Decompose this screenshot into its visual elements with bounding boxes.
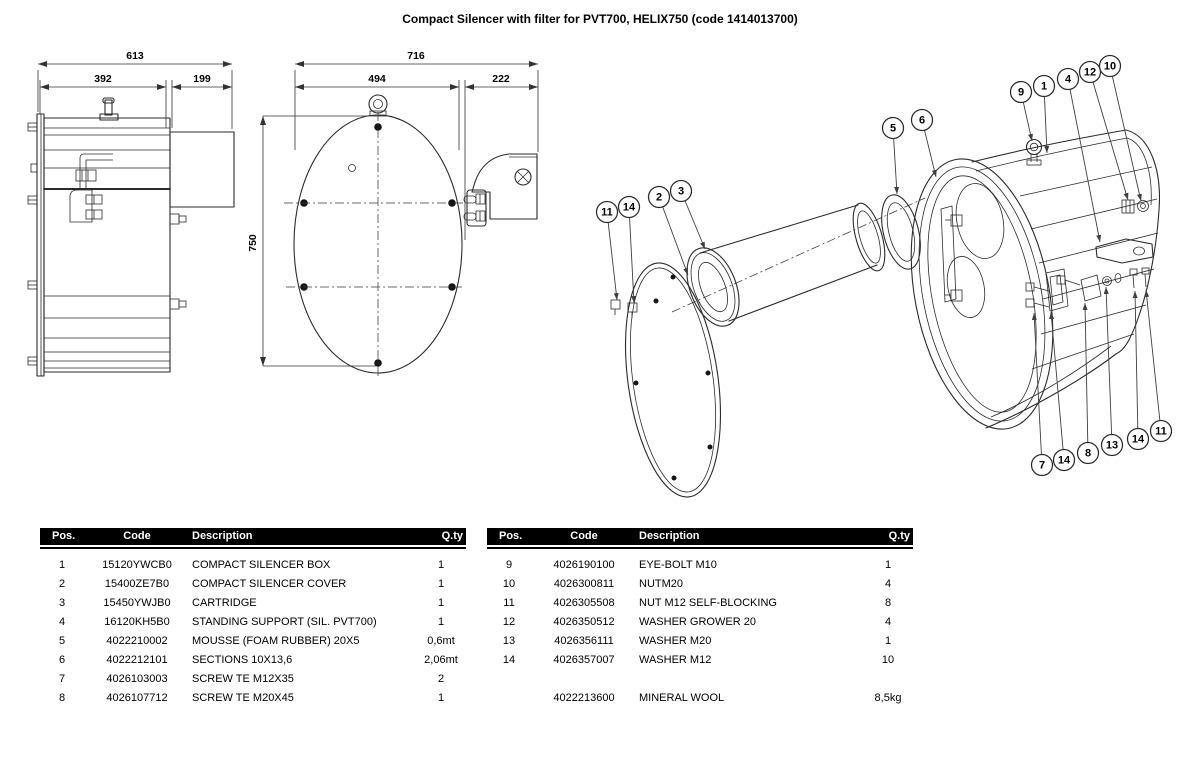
table-header-rule [487,547,913,549]
table-cell: 8,5kg [874,692,902,704]
drum-eyebolt [1027,140,1042,166]
table-row [487,651,913,670]
side-view-drawing [28,50,234,376]
table-row [40,575,466,594]
callout-leader-line [1106,287,1112,445]
table-cell: 4026300811 [553,578,615,590]
table-cell: 4022213600 [553,692,615,704]
dim-front-height: 750 [247,234,259,252]
front-centerlines [284,112,466,377]
table-cell: 1 [58,559,66,571]
table-cell: 8 [884,597,892,609]
table-body [40,556,466,708]
callout-number: 7 [1038,459,1046,472]
table-cell: 7 [58,673,66,685]
callout-leader-line [1146,290,1161,431]
table-cell [637,670,863,689]
table-cell [863,670,913,689]
callout-number: 10 [1103,60,1117,73]
front-view-dimensions [247,50,538,366]
table-cell: 4022210002 [106,635,168,647]
callout-leader-line [1085,303,1088,453]
side-eyebolt [100,98,118,120]
table-header-row [487,528,913,545]
callout-number: 3 [677,185,685,198]
table-row [40,689,466,708]
table-cell: 4 [884,578,892,590]
callout-leader-line [1135,291,1138,439]
table-cell: 15120YWCB0 [102,559,172,571]
table-row [40,632,466,651]
front-cover-oval [284,95,466,377]
table-cell: 1 [437,578,445,590]
table-cell: 4 [884,616,892,628]
column-header: Q.ty [888,530,910,542]
callout-leader-line [1051,312,1064,460]
table-cell: WASHER M12 [639,654,712,666]
table-cell: 1 [437,692,445,704]
table-row [487,594,913,613]
table-cell: 3 [58,597,66,609]
table-cell: 2 [58,578,66,590]
callout-4 [1058,66,1101,243]
table-cell: WASHER M20 [639,635,712,647]
callout-number: 14 [622,201,636,214]
table-cell: 8 [58,692,66,704]
column-header: Pos. [52,530,76,542]
side-flange-bolts [28,123,37,365]
exploded-silencer-drum [890,130,1159,441]
callout-number: 14 [1057,454,1071,467]
table-cell: MINERAL WOOL [639,692,725,704]
table-cell: 1 [437,597,445,609]
dim-side-total: 613 [126,50,144,62]
table-cell: SECTIONS 10X13,6 [192,654,293,666]
table-cell: STANDING SUPPORT (SIL. PVT700) [192,616,377,628]
table-cell: COMPACT SILENCER BOX [192,559,331,571]
callout-6 [912,110,937,178]
table-cell: 6 [58,654,66,666]
table-cell: NUTM20 [639,578,684,590]
table-cell: 13 [502,635,516,647]
table-header-rule [40,547,466,549]
callout-number: 2 [655,191,663,204]
callout-number: 5 [889,122,897,135]
table-cell: 4026107712 [106,692,168,704]
table-cell: 15450YWJB0 [103,597,171,609]
exploded-cartridge-tube [677,200,891,334]
table-row [40,556,466,575]
callout-number: 13 [1105,439,1119,452]
callout-9 [1011,82,1033,142]
table-body [487,556,913,708]
callout-leader-line [1090,72,1128,200]
column-header: Description [639,530,700,542]
callout-10 [1100,56,1142,202]
callout-5 [883,118,904,195]
table-cell: CARTRIDGE [192,597,257,609]
callout-leader-line [1110,66,1141,201]
table-row [487,613,913,632]
table-cell: 14 [502,654,516,666]
table-cell: NUT M12 SELF-BLOCKING [639,597,777,609]
callout-14 [619,197,640,304]
table-cell: 4026356111 [554,635,614,647]
dim-side-left: 392 [94,73,112,85]
side-view-dimensions [38,50,232,129]
table-cell: 4 [58,616,66,628]
column-header: Code [570,530,598,542]
table-row [40,594,466,613]
column-header: Code [123,530,151,542]
column-header: Q.ty [441,530,463,542]
table-cell: 2,06mt [424,654,458,666]
table-cell: 11 [503,597,515,609]
drum-standing-bracket [1096,239,1153,263]
parts-table-left [40,528,466,708]
column-header: Description [192,530,253,542]
table-cell: 9 [505,559,513,571]
dim-side-right: 199 [193,73,211,85]
callout-8 [1078,303,1099,464]
exploded-view-drawing [597,56,1172,504]
callout-14 [1128,291,1149,450]
callout-leader-line [1068,79,1100,242]
table-cell: SCREW TE M12X35 [192,673,294,685]
callout-layer [597,56,1172,476]
callout-number: 8 [1084,447,1092,460]
table-cell: 4026350512 [553,616,615,628]
table-cell [487,689,531,708]
parts-table-right [487,528,913,708]
table-row [487,632,913,651]
table-cell: 10 [881,654,895,666]
table-cell: 1 [437,616,445,628]
callout-leader-line [629,207,634,303]
table-cell: 16120KH5B0 [104,616,170,628]
table-cell: 1 [884,559,892,571]
dim-front-total: 716 [407,50,425,62]
table-row [40,651,466,670]
callout-11 [1146,290,1172,442]
callout-number: 1 [1040,80,1048,93]
table-row [40,613,466,632]
table-header-row [40,528,466,545]
table-cell: 4022212101 [106,654,168,666]
table-cell: 12 [502,616,516,628]
table-cell [487,670,531,689]
callout-1 [1034,76,1055,154]
table-cell: 4026305508 [553,597,615,609]
callout-number: 14 [1131,433,1145,446]
front-view-drawing [247,50,538,377]
callout-14 [1051,312,1075,471]
exploded-cover-disc [611,257,734,503]
dim-front-right: 222 [492,73,510,85]
table-cell: MOUSSE (FOAM RUBBER) 20X5 [192,635,360,647]
callout-3 [671,181,706,250]
callout-11 [597,202,618,301]
front-bracket-hole [515,169,531,185]
callout-number: 9 [1017,86,1025,99]
table-row [487,689,913,708]
table-cell: 1 [884,635,892,647]
table-cell [531,670,637,689]
drum-support-hardware [1026,268,1149,311]
callout-leader-line [1034,313,1042,465]
table-cell: 4026357007 [553,654,615,666]
table-cell: 4026103003 [106,673,168,685]
table-cell: 0,6mt [427,635,455,647]
table-cell: 15400ZE7B0 [104,578,170,590]
table-cell: 10 [502,578,516,590]
silencer-box-outline [37,114,170,376]
table-row [487,556,913,575]
table-cell: EYE-BOLT M10 [639,559,717,571]
callout-number: 12 [1083,66,1097,79]
side-internal-fittings [70,154,113,222]
page-title: Compact Silencer with filter for PVT700, HELIX750 (code 1414013700) [402,12,798,26]
side-cover-and-bolts [170,132,234,309]
callout-number: 6 [918,114,926,127]
table-row [487,670,913,689]
callout-number: 11 [601,206,613,219]
table-cell: 1 [437,559,445,571]
dim-front-left: 494 [368,73,386,85]
table-row [40,670,466,689]
callout-number: 11 [1155,425,1167,438]
callout-number: 4 [1064,73,1072,86]
front-bracket [464,154,537,226]
table-cell: COMPACT SILENCER COVER [192,578,347,590]
table-row [487,575,913,594]
column-header: Pos. [499,530,523,542]
front-small-hole [349,165,356,172]
callout-leader-line [607,212,617,300]
table-cell: SCREW TE M20X45 [192,692,294,704]
table-cell: WASHER GROWER 20 [639,616,756,628]
table-cell: 4026190100 [553,559,615,571]
table-cell: 2 [437,673,445,685]
table-cell: 5 [58,635,66,647]
